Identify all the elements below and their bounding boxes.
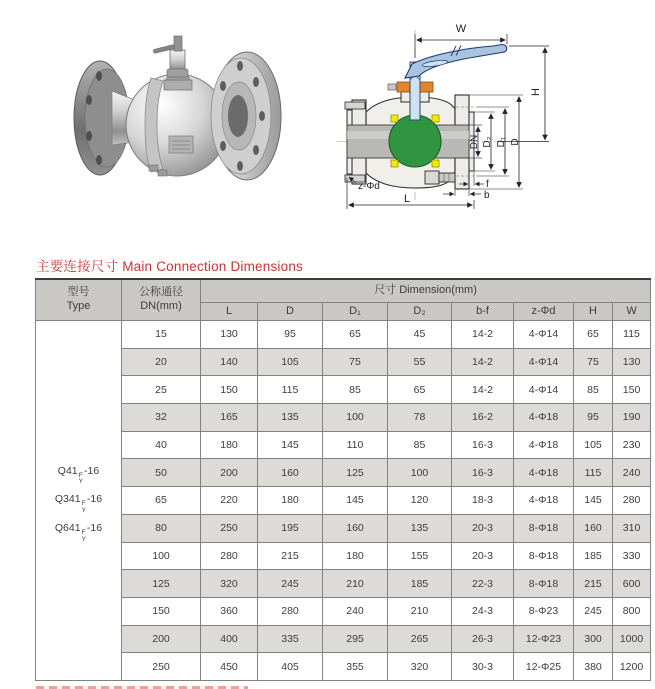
dimension-cell: 280 — [258, 597, 323, 625]
dn-cell: 65 — [122, 487, 201, 515]
dimension-cell: 295 — [323, 625, 388, 653]
dimension-cell: 14-2 — [452, 376, 514, 404]
dimension-cell: 1200 — [613, 653, 651, 681]
dimension-cell: 130 — [201, 321, 258, 349]
dimension-cell: 4-Φ18 — [514, 459, 574, 487]
valve-photo — [50, 14, 305, 219]
table-body — [36, 321, 651, 681]
section-title — [36, 255, 303, 275]
section-title-zh: 主要连接尺寸 — [36, 259, 119, 274]
table-row — [36, 431, 651, 459]
col-header-type-en: Type — [66, 300, 91, 312]
table-row — [36, 321, 651, 349]
dimension-cell: 85 — [574, 376, 613, 404]
dimension-cell: 405 — [258, 653, 323, 681]
dim-label-w: W — [455, 23, 467, 35]
dimension-cell: 75 — [323, 348, 388, 376]
dimension-cell: 125 — [323, 459, 388, 487]
dn-cell: 200 — [122, 625, 201, 653]
dimension-cell: 135 — [258, 404, 323, 432]
dimension-cell: 8-Φ18 — [514, 570, 574, 598]
dimension-cell: 145 — [258, 431, 323, 459]
dn-cell: 40 — [122, 431, 201, 459]
dimension-cell: 195 — [258, 514, 323, 542]
dimension-cell: 65 — [323, 321, 388, 349]
dimensions-table — [35, 278, 651, 681]
dimension-cell: 190 — [613, 404, 651, 432]
dimension-cell: 16-3 — [452, 431, 514, 459]
dimension-cell: 8-Φ18 — [514, 514, 574, 542]
dimension-cell: 215 — [258, 542, 323, 570]
dimension-cell: 75 — [574, 348, 613, 376]
gland-bolt — [388, 84, 396, 90]
dimension-cell: 280 — [613, 487, 651, 515]
dimension-cell: 30-3 — [452, 653, 514, 681]
dimension-cell: 16-2 — [452, 404, 514, 432]
left-flange-bolt-top — [345, 102, 365, 109]
dimension-cell: 105 — [258, 348, 323, 376]
dimension-cell: 240 — [323, 597, 388, 625]
dimension-cell: 230 — [613, 431, 651, 459]
dimension-cell: 140 — [201, 348, 258, 376]
dimension-cell: 245 — [574, 597, 613, 625]
dimension-cell: 4-Φ14 — [514, 321, 574, 349]
table-row — [36, 348, 651, 376]
dimension-cell: 8-Φ18 — [514, 542, 574, 570]
dimension-cell: 85 — [323, 376, 388, 404]
dim-label-d: D — [510, 138, 521, 146]
dimension-cell: 65 — [574, 321, 613, 349]
dn-cell: 100 — [122, 542, 201, 570]
dimension-cell: 160 — [574, 514, 613, 542]
col-header-dn-zh: 公称通径 — [139, 286, 183, 299]
col-header-D2: D₂ — [388, 303, 452, 321]
dimension-cell: 450 — [201, 653, 258, 681]
dimension-cell: 250 — [201, 514, 258, 542]
dimension-cell: 160 — [258, 459, 323, 487]
dimension-cell: 180 — [323, 542, 388, 570]
dimension-cell: 180 — [201, 431, 258, 459]
dimension-cell: 115 — [258, 376, 323, 404]
table-row — [36, 570, 651, 598]
handle — [405, 45, 507, 79]
dimension-cell: 280 — [201, 542, 258, 570]
dimension-cell: 185 — [574, 542, 613, 570]
dimension-cell: 200 — [201, 459, 258, 487]
dimension-cell: 24-3 — [452, 597, 514, 625]
dimension-cell: 130 — [613, 348, 651, 376]
dimension-cell: 115 — [613, 321, 651, 349]
dimension-cell: 22-3 — [452, 570, 514, 598]
dimension-cell: 1000 — [613, 625, 651, 653]
table-row — [36, 459, 651, 487]
drain-boss — [425, 171, 439, 184]
dimension-cell: 4-Φ18 — [514, 404, 574, 432]
valve-drawing-graphic — [335, 12, 651, 228]
dimension-cell: 12-Φ23 — [514, 625, 574, 653]
section-title-en: Main Connection Dimensions — [122, 259, 303, 274]
dimension-cell: 65 — [388, 376, 452, 404]
dim-label-dn: DN — [469, 134, 480, 150]
type-cell — [36, 321, 122, 681]
dimension-cell: 600 — [613, 570, 651, 598]
dimension-cell: 215 — [574, 570, 613, 598]
dimension-cell: 100 — [388, 459, 452, 487]
type-model-label: Q641 F Y -16 — [54, 521, 103, 543]
dimension-cell: 8-Φ23 — [514, 597, 574, 625]
dn-cell: 25 — [122, 376, 201, 404]
dimension-cell: 400 — [201, 625, 258, 653]
dim-label-b: b — [484, 190, 490, 201]
dn-cell: 125 — [122, 570, 201, 598]
dimension-cell: 335 — [258, 625, 323, 653]
col-header-bf: b-f — [452, 303, 514, 321]
dimension-cell: 150 — [201, 376, 258, 404]
col-header-type — [36, 279, 122, 321]
seat — [432, 160, 439, 167]
dimension-cell: 20-3 — [452, 514, 514, 542]
dimension-cell: 150 — [613, 376, 651, 404]
table-row — [36, 514, 651, 542]
dimension-cell: 12-Φ25 — [514, 653, 574, 681]
dimension-cell: 20-3 — [452, 542, 514, 570]
dimension-cell: 85 — [388, 431, 452, 459]
drain-bolt — [439, 173, 455, 182]
ball — [389, 115, 441, 167]
dimension-cell: 14-2 — [452, 348, 514, 376]
valve-photo-graphic — [50, 14, 305, 219]
dimension-cell: 160 — [323, 514, 388, 542]
table-row — [36, 653, 651, 681]
dimension-cell: 220 — [201, 487, 258, 515]
col-header-D: D — [258, 303, 323, 321]
dimension-cell: 45 — [388, 321, 452, 349]
dimension-cell: 265 — [388, 625, 452, 653]
dim-label-zd: z-Φd — [358, 181, 380, 192]
dim-label-d2: D₂ — [482, 136, 493, 148]
dimension-cell: 245 — [258, 570, 323, 598]
gland-left — [397, 82, 410, 92]
dimension-cell: 320 — [388, 653, 452, 681]
table-row — [36, 625, 651, 653]
dim-label-d1: D₁ — [496, 136, 507, 148]
col-header-dn — [122, 279, 201, 321]
dimension-cell: 55 — [388, 348, 452, 376]
type-model-label: Q341 F Y -16 — [54, 493, 103, 514]
dimension-cell: 330 — [613, 542, 651, 570]
dimension-cell: 240 — [613, 459, 651, 487]
dimension-cell: 135 — [388, 514, 452, 542]
gland-right — [420, 82, 433, 92]
dn-cell: 250 — [122, 653, 201, 681]
dim-label-h: H — [530, 88, 542, 96]
dim-label-f: f — [486, 179, 489, 190]
seat — [391, 160, 398, 167]
dimension-cell: 310 — [613, 514, 651, 542]
dimension-cell: 145 — [574, 487, 613, 515]
dn-cell: 80 — [122, 514, 201, 542]
dimension-cell: 4-Φ18 — [514, 487, 574, 515]
table-row — [36, 542, 651, 570]
col-header-W: W — [613, 303, 651, 321]
dimension-cell: 210 — [323, 570, 388, 598]
dimension-cell: 145 — [323, 487, 388, 515]
dimension-cell: 120 — [388, 487, 452, 515]
dimension-cell: 185 — [388, 570, 452, 598]
col-header-dn-en: DN(mm) — [140, 300, 182, 312]
col-header-type-zh: 型号 — [67, 286, 90, 299]
col-header-L: L — [201, 303, 258, 321]
valve-dimension-drawing — [335, 12, 651, 228]
table-row — [36, 597, 651, 625]
seat — [432, 115, 439, 122]
dimension-cell: 800 — [613, 597, 651, 625]
dimension-cell: 16-3 — [452, 459, 514, 487]
col-header-H: H — [574, 303, 613, 321]
dn-cell: 20 — [122, 348, 201, 376]
dimension-cell: 26-3 — [452, 625, 514, 653]
dimension-cell: 110 — [323, 431, 388, 459]
dn-cell: 50 — [122, 459, 201, 487]
dimension-cell: 100 — [323, 404, 388, 432]
dimension-cell: 210 — [388, 597, 452, 625]
dimension-cell: 360 — [201, 597, 258, 625]
table-row — [36, 404, 651, 432]
col-header-D1: D₁ — [323, 303, 388, 321]
dimension-cell: 380 — [574, 653, 613, 681]
dimension-cell: 4-Φ18 — [514, 431, 574, 459]
col-header-zphid: z-Φd — [514, 303, 574, 321]
dimension-cell: 180 — [258, 487, 323, 515]
table-row — [36, 376, 651, 404]
dimension-cell: 4-Φ14 — [514, 376, 574, 404]
table-row — [36, 487, 651, 515]
dimension-cell: 95 — [258, 321, 323, 349]
dn-cell: 150 — [122, 597, 201, 625]
dimension-cell: 320 — [201, 570, 258, 598]
col-header-dimension-group: 尺寸 Dimension(mm) — [201, 279, 651, 303]
type-model-label: Q41 F Y -16 — [57, 464, 100, 486]
dimension-cell: 78 — [388, 404, 452, 432]
dimension-cell: 300 — [574, 625, 613, 653]
dimension-cell: 115 — [574, 459, 613, 487]
photo-right-flange — [211, 52, 281, 180]
dn-cell: 32 — [122, 404, 201, 432]
dimension-cell: 355 — [323, 653, 388, 681]
seat — [391, 115, 398, 122]
dimension-cell: 14-2 — [452, 321, 514, 349]
dimension-cell: 95 — [574, 404, 613, 432]
dimension-cell: 165 — [201, 404, 258, 432]
dimension-cell: 155 — [388, 542, 452, 570]
dimension-cell: 18-3 — [452, 487, 514, 515]
dn-cell: 15 — [122, 321, 201, 349]
dimension-cell: 4-Φ14 — [514, 348, 574, 376]
dimension-cell: 105 — [574, 431, 613, 459]
dim-label-l: L — [403, 193, 411, 205]
